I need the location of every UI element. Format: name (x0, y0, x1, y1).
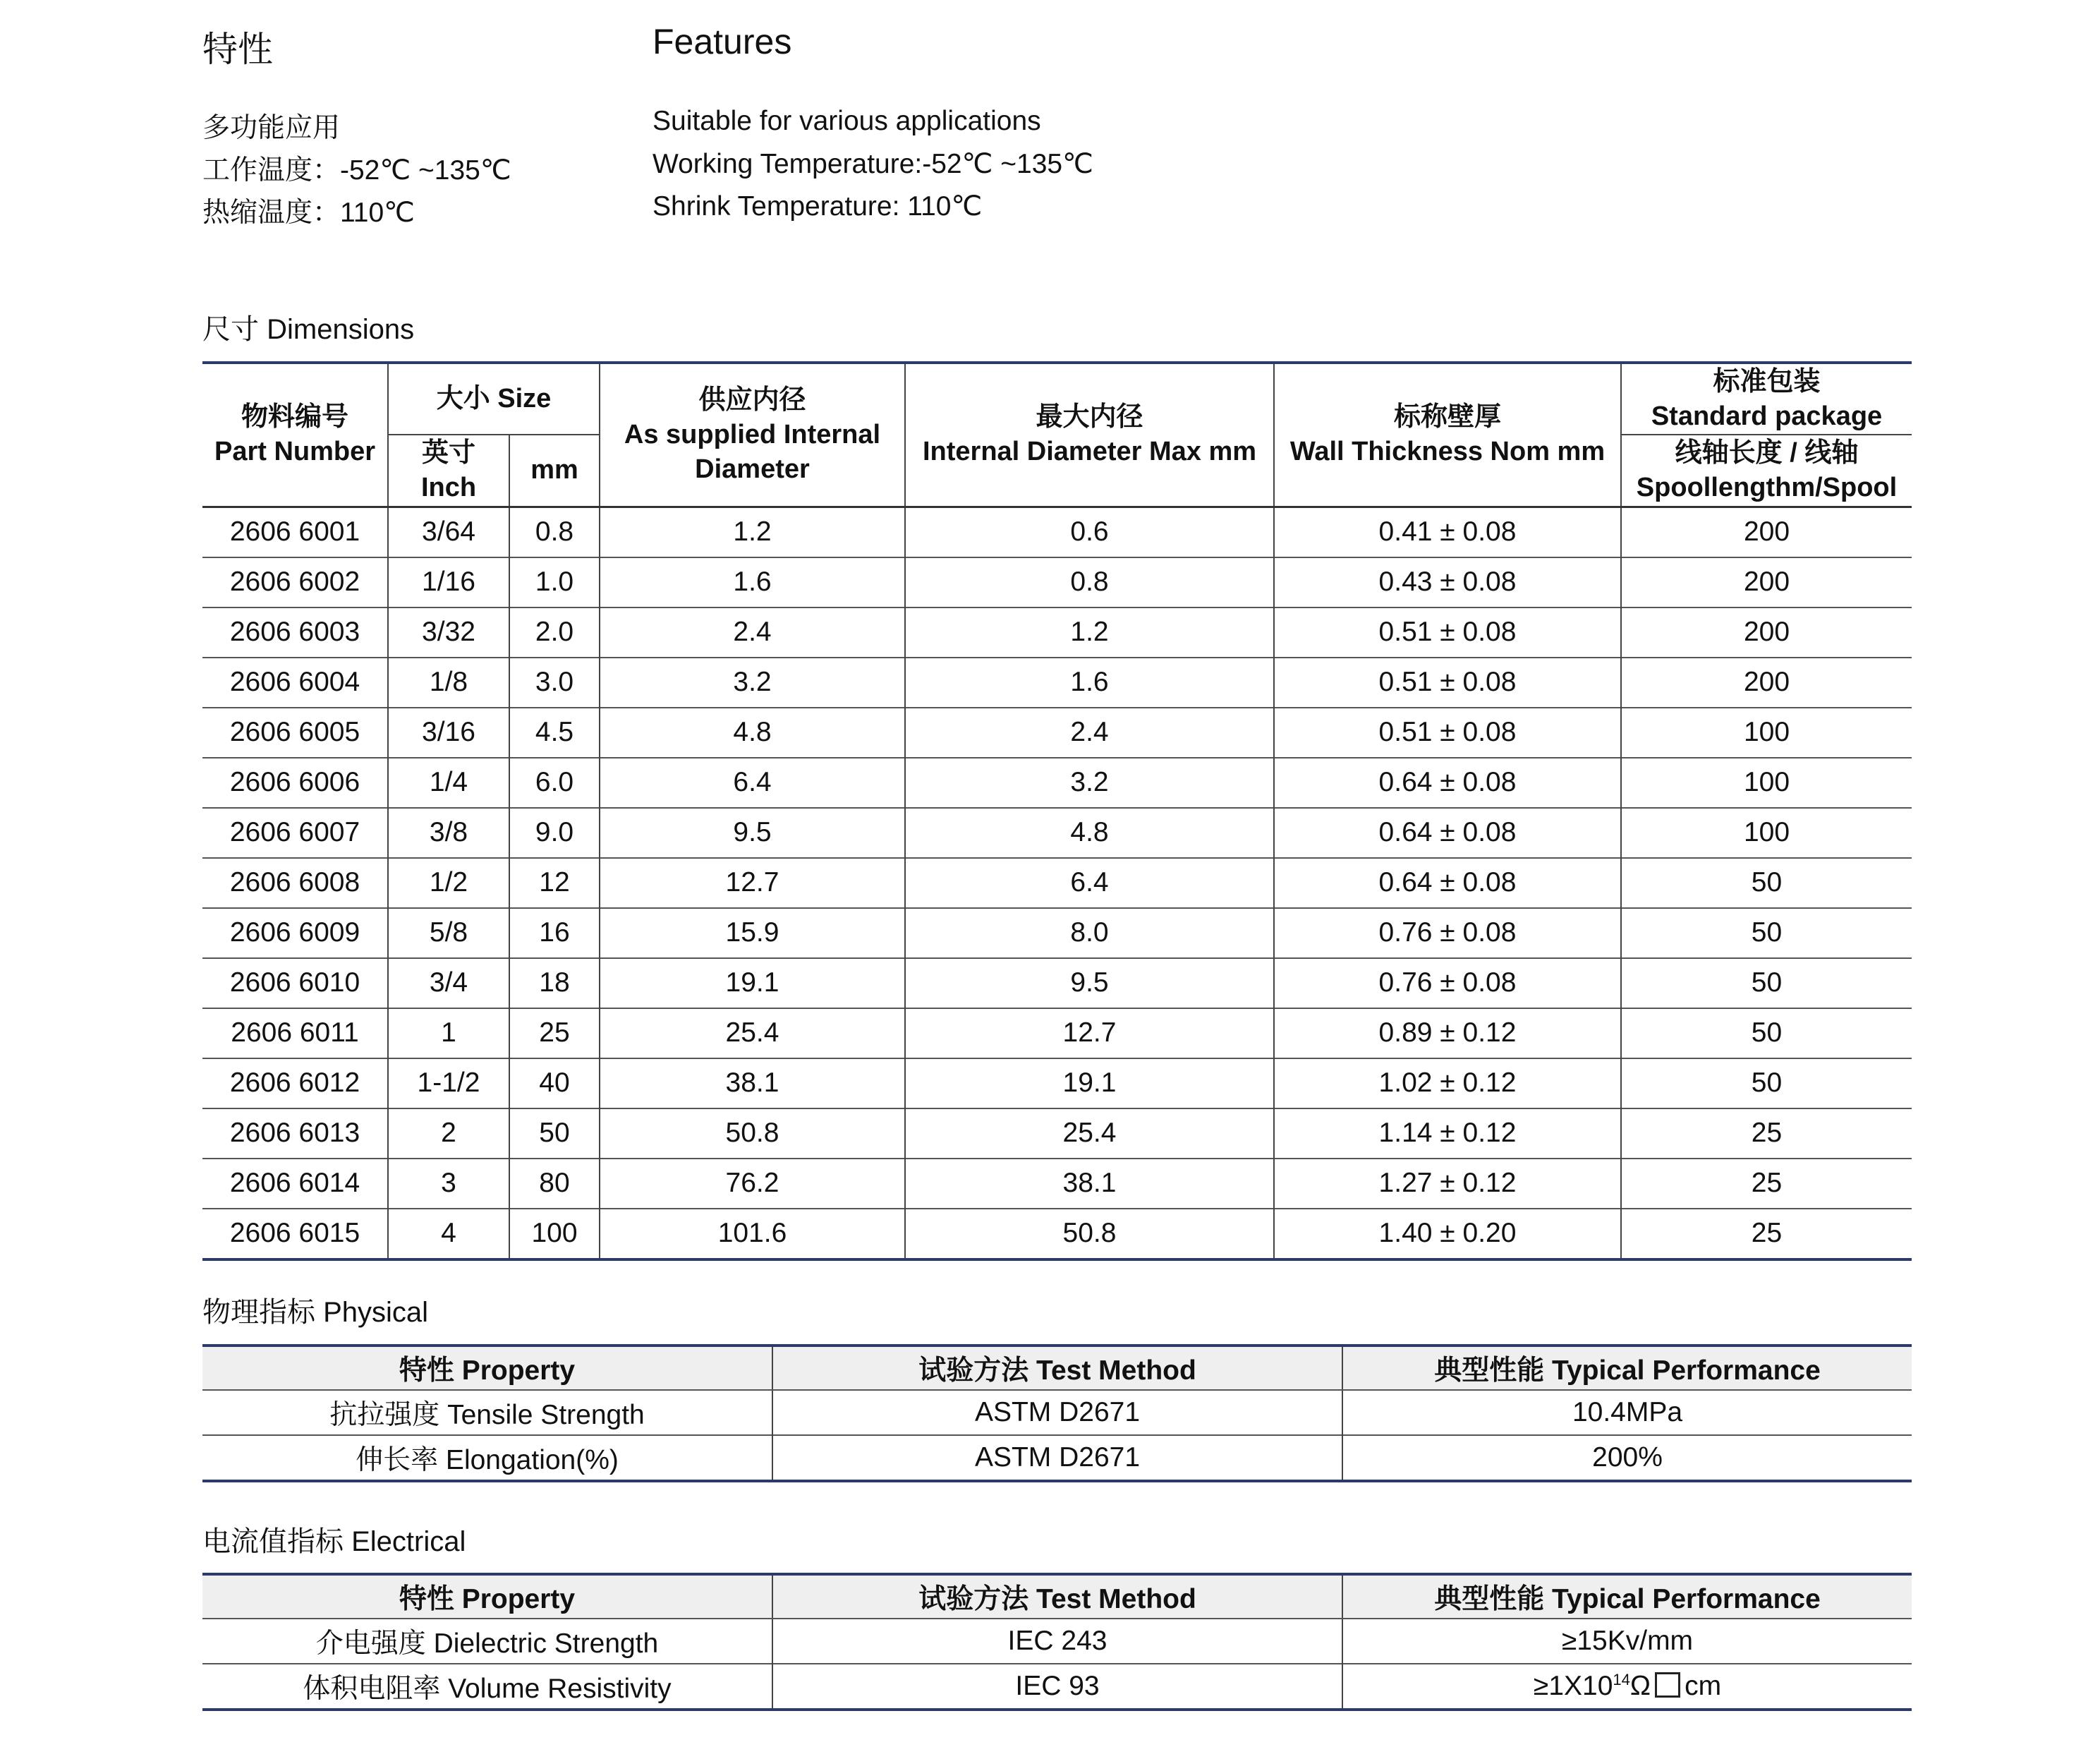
header-inch-en: Inch (420, 472, 477, 502)
header-part-zh: 物料编号 (241, 402, 348, 433)
mm-cell: 18 (509, 958, 600, 1008)
header-pkg-zh: 标准包装 (1713, 366, 1821, 397)
table-row (202, 1619, 1912, 1664)
header-standard-package (1621, 363, 1912, 435)
max-diameter-cell: 1.6 (905, 658, 1274, 708)
header-max-zh: 最大内径 (1036, 402, 1143, 433)
header-size: 大小 Size (388, 363, 600, 435)
table-row (202, 958, 1912, 1008)
part-number-cell: 2606 6013 (202, 1108, 388, 1159)
supplied-diameter-cell: 50.8 (600, 1108, 905, 1159)
supplied-diameter-cell: 3.2 (600, 658, 905, 708)
test-method-cell: ASTM D2671 (772, 1390, 1342, 1435)
header-test-method: 试验方法 Test Method (772, 1346, 1342, 1390)
table-row (202, 1664, 1912, 1710)
max-diameter-cell: 25.4 (905, 1108, 1274, 1159)
resistivity-exponent: 14 (1613, 1671, 1630, 1688)
spool-length-cell: 200 (1621, 507, 1912, 557)
features-title-en: Features (653, 22, 792, 61)
wall-thickness-cell: 1.14 ± 0.12 (1274, 1108, 1621, 1159)
max-diameter-cell: 19.1 (905, 1058, 1274, 1108)
inch-cell: 1/8 (388, 658, 509, 708)
wall-thickness-cell: 0.76 ± 0.08 (1274, 908, 1621, 958)
wall-thickness-cell: 0.43 ± 0.08 (1274, 557, 1621, 607)
part-number-cell: 2606 6012 (202, 1058, 388, 1108)
max-diameter-cell: 3.2 (905, 758, 1274, 808)
wall-thickness-cell: 0.64 ± 0.08 (1274, 858, 1621, 908)
spool-length-cell: 50 (1621, 1058, 1912, 1108)
max-diameter-cell: 6.4 (905, 858, 1274, 908)
supplied-diameter-cell: 2.4 (600, 607, 905, 658)
dimensions-table (202, 361, 1912, 1261)
part-number-cell: 2606 6004 (202, 658, 388, 708)
features-title-zh: 特性 (202, 30, 273, 69)
header-supplied-zh: 供应内径 (698, 385, 806, 415)
header-mm: mm (509, 435, 600, 507)
mm-cell: 6.0 (509, 758, 600, 808)
header-typical-performance: 典型性能 Typical Performance (1342, 1346, 1912, 1390)
spool-length-cell: 50 (1621, 1008, 1912, 1058)
inch-cell: 5/8 (388, 908, 509, 958)
resistivity-base: ≥1X10 (1533, 1671, 1613, 1701)
inch-cell: 2 (388, 1108, 509, 1159)
table-row (202, 607, 1912, 658)
mm-cell: 25 (509, 1008, 600, 1058)
mm-cell: 16 (509, 908, 600, 958)
spool-length-cell: 100 (1621, 708, 1912, 758)
header-spool-length (1621, 435, 1912, 507)
table-row (202, 1008, 1912, 1058)
part-number-cell: 2606 6003 (202, 607, 388, 658)
inch-cell: 3/64 (388, 507, 509, 557)
spool-length-cell: 50 (1621, 908, 1912, 958)
header-max-diameter (905, 363, 1274, 507)
table-row (202, 1390, 1912, 1435)
feature-line-en: Shrink Temperature: 110℃ (653, 191, 983, 222)
header-supplied-en-2: Diameter (695, 454, 810, 484)
inch-cell: 1/2 (388, 858, 509, 908)
part-number-cell: 2606 6014 (202, 1159, 388, 1209)
spool-length-cell: 25 (1621, 1209, 1912, 1259)
inch-cell: 3/32 (388, 607, 509, 658)
supplied-diameter-cell: 38.1 (600, 1058, 905, 1108)
table-row (202, 507, 1912, 557)
part-number-cell: 2606 6007 (202, 808, 388, 858)
part-number-cell: 2606 6010 (202, 958, 388, 1008)
max-diameter-cell: 8.0 (905, 908, 1274, 958)
header-supplied-diameter (600, 363, 905, 507)
table-row (202, 1108, 1912, 1159)
spool-length-cell: 100 (1621, 808, 1912, 858)
table-row (202, 1209, 1912, 1259)
mm-cell: 1.0 (509, 557, 600, 607)
max-diameter-cell: 1.2 (905, 607, 1274, 658)
header-wall-thickness (1274, 363, 1621, 507)
inch-cell: 4 (388, 1209, 509, 1259)
property-cell: 介电强度 Dielectric Strength (315, 1628, 659, 1659)
inch-cell: 1/16 (388, 557, 509, 607)
wall-thickness-cell: 1.27 ± 0.12 (1274, 1159, 1621, 1209)
max-diameter-cell: 4.8 (905, 808, 1274, 858)
part-number-cell: 2606 6001 (229, 516, 360, 547)
spool-length-cell: 50 (1621, 858, 1912, 908)
supplied-diameter-cell: 76.2 (600, 1159, 905, 1209)
supplied-diameter-cell: 25.4 (600, 1008, 905, 1058)
max-diameter-cell: 12.7 (905, 1008, 1274, 1058)
header-pkg-en: Standard package (1651, 401, 1883, 431)
part-number-cell: 2606 6002 (202, 557, 388, 607)
wall-thickness-cell: 0.51 ± 0.08 (1274, 658, 1621, 708)
spool-length-cell: 200 (1621, 557, 1912, 607)
test-method-cell: IEC 243 (772, 1619, 1342, 1664)
mm-cell: 4.5 (509, 708, 600, 758)
electrical-title: 电流值指标 Electrical (202, 1526, 466, 1557)
physical-title: 物理指标 Physical (202, 1297, 429, 1328)
max-diameter-cell: 38.1 (905, 1159, 1274, 1209)
mm-cell: 100 (509, 1209, 600, 1259)
wall-thickness-cell: 0.64 ± 0.08 (1274, 758, 1621, 808)
spool-length-cell: 25 (1621, 1159, 1912, 1209)
performance-cell: ≥15Kv/mm (1342, 1619, 1912, 1664)
header-wall-zh: 标称壁厚 (1393, 402, 1501, 433)
supplied-diameter-cell: 15.9 (600, 908, 905, 958)
max-diameter-cell: 50.8 (905, 1209, 1274, 1259)
supplied-diameter-cell: 1.2 (600, 507, 905, 557)
supplied-diameter-cell: 4.8 (600, 708, 905, 758)
wall-thickness-cell: 1.02 ± 0.12 (1274, 1058, 1621, 1108)
header-typical-performance: 典型性能 Typical Performance (1342, 1574, 1912, 1619)
header-property: 特性 Property (202, 1574, 772, 1619)
max-diameter-cell: 2.4 (905, 708, 1274, 758)
supplied-diameter-cell: 6.4 (600, 758, 905, 808)
mm-cell: 0.8 (509, 507, 600, 557)
performance-cell: 200% (1342, 1435, 1912, 1481)
property-cell: 体积电阻率 Volume Resistivity (202, 1664, 772, 1710)
supplied-diameter-cell: 1.6 (600, 557, 905, 607)
mm-cell: 80 (509, 1159, 600, 1209)
mm-cell: 3.0 (509, 658, 600, 708)
feature-line-zh: 工作温度：-52℃ ~135℃ (202, 155, 511, 186)
spool-length-cell: 200 (1621, 658, 1912, 708)
inch-cell: 1-1/2 (388, 1058, 509, 1108)
table-row (202, 658, 1912, 708)
spool-length-cell: 100 (1621, 758, 1912, 808)
property-cell: 抗拉强度 Tensile Strength (329, 1400, 645, 1430)
table-row (202, 1159, 1912, 1209)
header-inch (388, 435, 509, 507)
max-diameter-cell: 9.5 (905, 958, 1274, 1008)
part-number-cell: 2606 6006 (202, 758, 388, 808)
wall-thickness-cell: 0.51 ± 0.08 (1274, 708, 1621, 758)
supplied-diameter-cell: 19.1 (600, 958, 905, 1008)
header-wall-en: Wall Thickness Nom mm (1289, 437, 1606, 467)
dimensions-title: 尺寸 Dimensions (202, 314, 415, 345)
header-test-method: 试验方法 Test Method (772, 1574, 1342, 1619)
omega-symbol: Ω (1629, 1671, 1651, 1701)
spool-length-cell: 200 (1621, 607, 1912, 658)
max-diameter-cell: 0.8 (905, 557, 1274, 607)
table-row (202, 1058, 1912, 1108)
performance-cell (1342, 1664, 1912, 1710)
table-row (202, 808, 1912, 858)
header-supplied-en: As supplied Internal (624, 419, 881, 449)
spool-length-cell: 50 (1621, 958, 1912, 1008)
header-part-en: Part Number (214, 437, 376, 467)
inch-cell: 3/4 (388, 958, 509, 1008)
header-property: 特性 Property (202, 1346, 772, 1390)
test-method-cell: ASTM D2671 (772, 1435, 1342, 1481)
table-row (202, 758, 1912, 808)
inch-cell: 3/8 (388, 808, 509, 858)
supplied-diameter-cell: 101.6 (600, 1209, 905, 1259)
inch-cell: 3/16 (388, 708, 509, 758)
part-number-cell: 2606 6009 (202, 908, 388, 958)
table-row (202, 858, 1912, 908)
table-row (202, 708, 1912, 758)
header-inch-zh: 英寸 (421, 437, 475, 468)
wall-thickness-cell: 0.89 ± 0.12 (1274, 1008, 1621, 1058)
test-method-cell: IEC 93 (772, 1664, 1342, 1710)
part-number-cell: 2606 6008 (202, 858, 388, 908)
square-box-icon (1655, 1672, 1680, 1698)
wall-thickness-cell: 0.41 ± 0.08 (1274, 507, 1621, 557)
feature-line-en: Suitable for various applications (653, 106, 1041, 136)
inch-cell: 1/4 (388, 758, 509, 808)
wall-thickness-cell: 1.40 ± 0.20 (1274, 1209, 1621, 1259)
inch-cell: 3 (388, 1159, 509, 1209)
electrical-table (202, 1573, 1912, 1711)
supplied-diameter-cell: 9.5 (600, 808, 905, 858)
header-spool-zh: 线轴长度 / 线轴 (1675, 437, 1859, 468)
table-row (202, 908, 1912, 958)
max-diameter-cell: 0.6 (905, 507, 1274, 557)
header-part-number (202, 363, 388, 507)
inch-cell: 1 (388, 1008, 509, 1058)
mm-cell: 40 (509, 1058, 600, 1108)
wall-thickness-cell: 0.76 ± 0.08 (1274, 958, 1621, 1008)
table-row (202, 557, 1912, 607)
header-spool-en: Spoollengthm/Spool (1636, 472, 1898, 502)
feature-line-zh: 热缩温度：110℃ (202, 198, 415, 228)
part-number-cell: 2606 6005 (202, 708, 388, 758)
performance-cell: 10.4MPa (1342, 1390, 1912, 1435)
feature-line-en: Working Temperature:-52℃ ~135℃ (653, 149, 1093, 179)
mm-cell: 12 (509, 858, 600, 908)
supplied-diameter-cell: 12.7 (600, 858, 905, 908)
mm-cell: 50 (509, 1108, 600, 1159)
header-max-en: Internal Diameter Max mm (922, 437, 1257, 467)
feature-line-zh: 多功能应用 (202, 113, 341, 143)
wall-thickness-cell: 0.64 ± 0.08 (1274, 808, 1621, 858)
property-cell: 伸长率 Elongation(%) (202, 1435, 772, 1481)
part-number-cell: 2606 6011 (202, 1008, 388, 1058)
spool-length-cell: 25 (1621, 1108, 1912, 1159)
part-number-cell: 2606 6015 (202, 1209, 388, 1259)
wall-thickness-cell: 0.51 ± 0.08 (1274, 607, 1621, 658)
physical-table (202, 1344, 1912, 1482)
mm-cell: 2.0 (509, 607, 600, 658)
table-row (202, 1435, 1912, 1481)
mm-cell: 9.0 (509, 808, 600, 858)
resistivity-unit: cm (1685, 1671, 1722, 1701)
